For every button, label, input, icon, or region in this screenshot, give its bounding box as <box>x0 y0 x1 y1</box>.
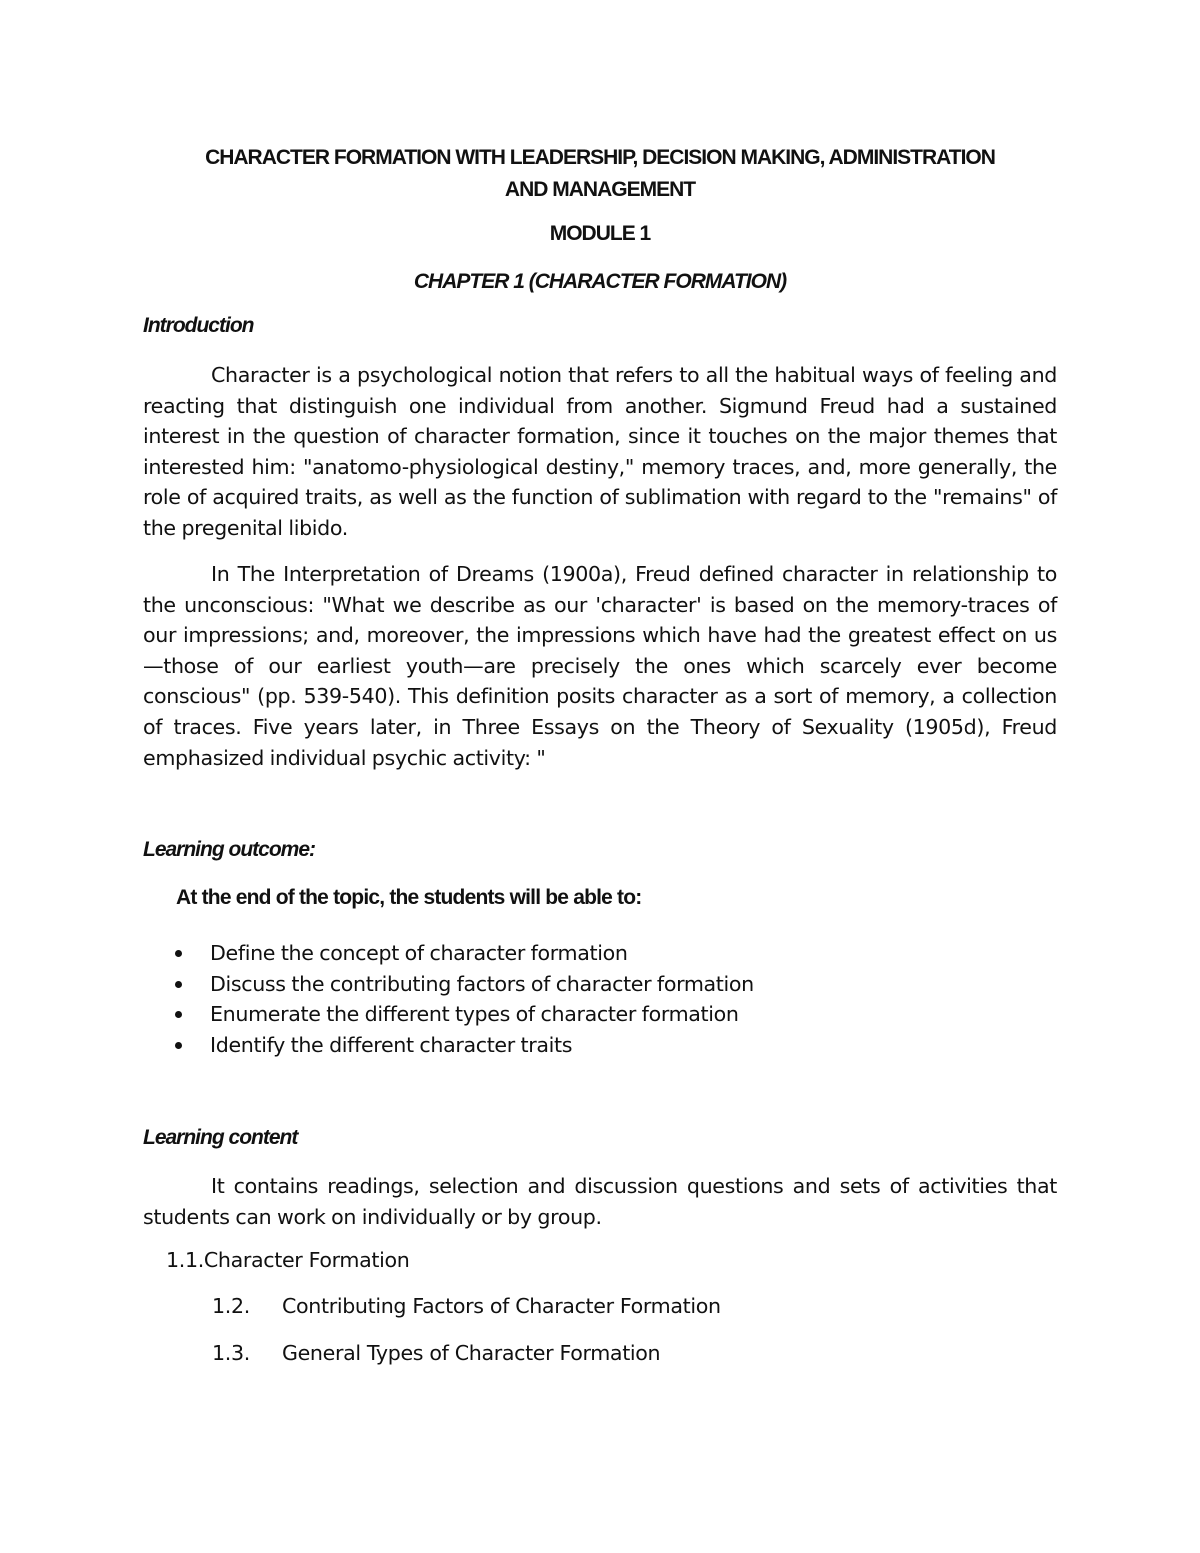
introduction-heading: Introduction <box>143 314 254 337</box>
learning-outcome-list <box>166 938 754 1060</box>
chapter-title: CHAPTER 1 (CHARACTER FORMATION) <box>413 270 787 293</box>
bullet-icon <box>175 950 182 957</box>
topic-number: 1.3. <box>212 1341 250 1365</box>
list-item <box>166 969 754 1000</box>
module-label: MODULE 1 <box>549 222 651 245</box>
list-item-text: Discuss the contributing factors of character formation <box>210 971 754 996</box>
document-title-line-2: AND MANAGEMENT <box>504 178 696 201</box>
topic-number: 1.1. <box>166 1248 204 1272</box>
list-item <box>166 938 754 969</box>
bullet-icon <box>175 1042 182 1049</box>
learning-outcome-lead: At the end of the topic, the students will be able to: <box>176 886 642 909</box>
learning-content-paragraph: It contains readings, selection and discussion questions and sets of activities that students can work on individually or by group. <box>143 1174 1057 1229</box>
learning-outcome-heading: Learning outcome: <box>143 838 316 861</box>
document-title <box>110 142 1090 206</box>
learning-content-heading: Learning content <box>143 1126 298 1149</box>
document-title-line-1: CHARACTER FORMATION WITH LEADERSHIP, DECISION MAKING, ADMINISTRATION <box>205 146 995 169</box>
bullet-icon <box>175 1011 182 1018</box>
introduction-paragraph-2: In The Interpretation of Dreams (1900a), Freud defined character in relationship to the unconscious: "What we describe as our 'character' is based on the memory-traces of our impressions; and, moreover, the impressions which have had the greatest effect on us—those of our earliest youth—are precisely the ones which scarcely ever become conscious" (pp. 539-540). This definition posits character as a sort of memory, a collection of traces. Five years later, in Three Essays on the Theory of Sexuality (1905d), Freud emphasized individual psychic activity: " <box>143 562 1057 770</box>
list-item <box>166 999 754 1030</box>
topic-item <box>212 1341 660 1365</box>
topic-item <box>212 1294 721 1318</box>
topic-number: 1.2. <box>212 1294 250 1318</box>
list-item-text: Define the concept of character formation <box>210 941 628 965</box>
topic-label: Character Formation <box>203 1248 410 1272</box>
topic-label: Contributing Factors of Character Formation <box>282 1294 721 1318</box>
topic-label: General Types of Character Formation <box>282 1341 661 1365</box>
introduction-paragraph-1: Character is a psychological notion that refers to all the habitual ways of feeling and reacting that distinguish one individual from another. Sigmund Freud had a sustained interest in the question of character formation, since it touches on the major themes that interested him: "anatomo-physiological destiny," memory traces, and, more generally, the role of acquired traits, as well as the function of sublimation with regard to the "remains" of the pregenital libido. <box>143 363 1057 540</box>
list-item-text: Enumerate the different types of character formation <box>210 1002 739 1027</box>
list-item-text: Identify the different character traits <box>210 1032 573 1057</box>
topic-item <box>166 1248 409 1272</box>
list-item <box>166 1030 754 1061</box>
bullet-icon <box>175 981 182 988</box>
